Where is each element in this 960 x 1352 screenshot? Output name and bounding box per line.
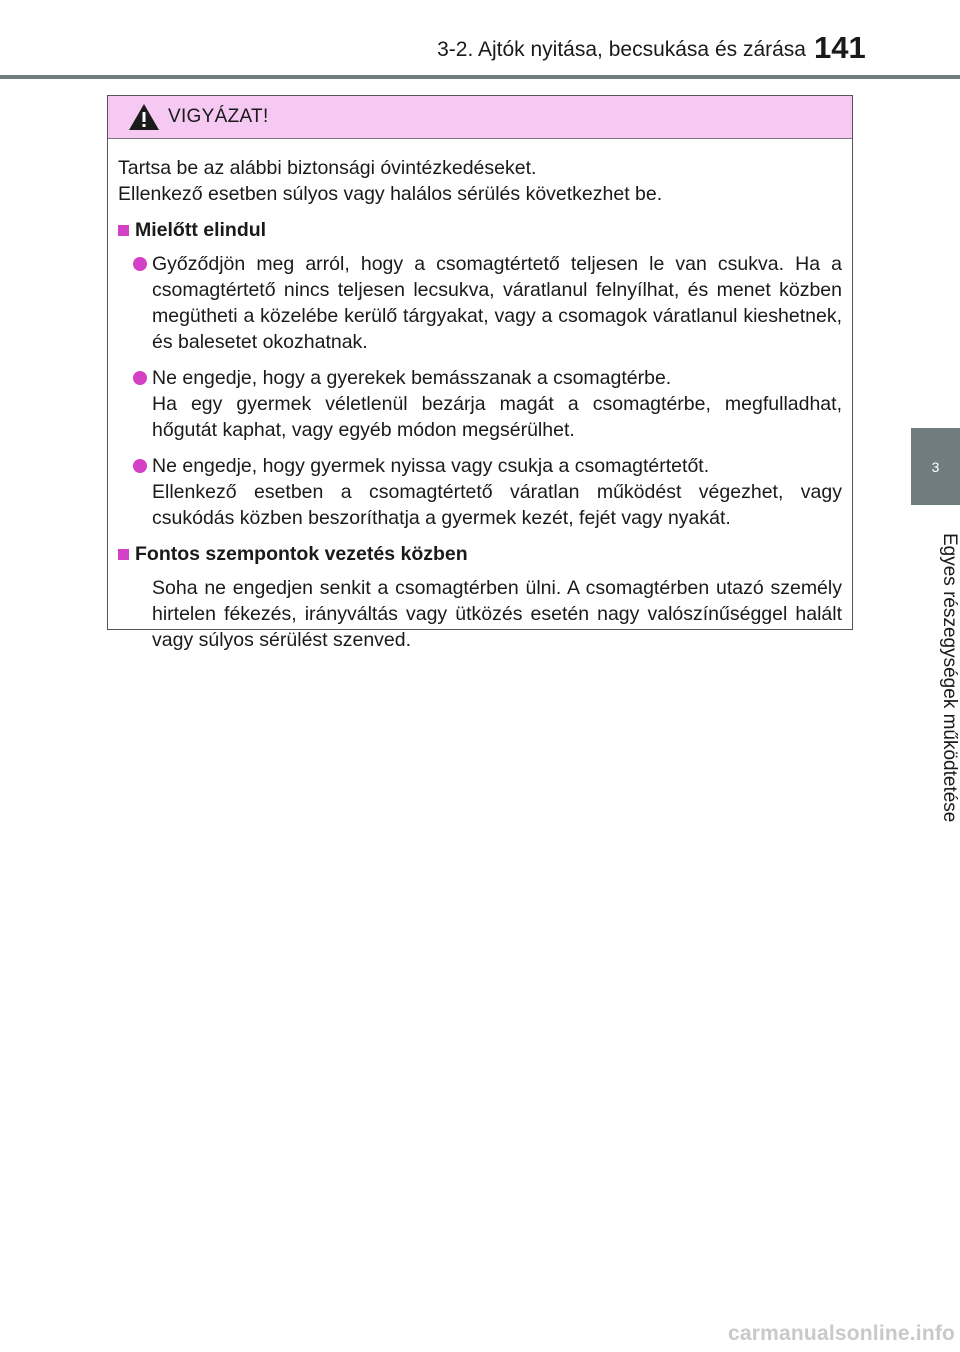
page-number: 141	[814, 30, 866, 65]
warning-box	[107, 95, 853, 651]
section-heading	[118, 217, 842, 243]
section-heading-text: Fontos szempontok vezetés közben	[135, 543, 468, 565]
warning-title: VIGYÁZAT!	[168, 106, 269, 127]
bullet-text: Ne engedje, hogy a gyerekek bemásszanak a csomagtérbe. Ha egy gyermek véletlenül bezárja magát a csomagtérbe, megfulladhat, hőgutát kaphat, vagy egyéb módon megsérülhet.	[152, 367, 842, 441]
section-heading-text: Mielőtt elindul	[135, 219, 267, 241]
intro-line: Tartsa be az alábbi biztonsági óvintézkedéseket.	[118, 157, 537, 179]
square-bullet-icon	[118, 549, 129, 560]
warning-header	[108, 96, 852, 139]
warning-body	[108, 139, 852, 653]
bullet-text: Ne engedje, hogy gyermek nyissa vagy csukja a csomagtértetőt. Ellenkező esetben a csomagtértető váratlan működést végezhet, vagy csukódás közben beszoríthatja a gyermek kezét, fejét vagy nyakát.	[152, 455, 842, 529]
section-while-driving	[118, 541, 842, 653]
round-bullet-icon	[133, 371, 147, 385]
chapter-tab[interactable]	[911, 428, 960, 505]
chapter-number: 3	[931, 458, 940, 475]
round-bullet-icon	[133, 257, 147, 271]
chapter-label: Egyes részegységek működtetése	[939, 533, 960, 823]
warning-triangle-icon	[128, 103, 160, 131]
intro-line: Ellenkező esetben súlyos vagy halálos sérülés következhet be.	[118, 183, 663, 205]
section-before-driving	[118, 217, 842, 531]
section-heading	[118, 541, 842, 567]
section-paragraph: Soha ne engedjen senkit a csomagtérben ülni. A csomagtérben utazó személy hirtelen fékezés, irányváltás vagy ütközés esetén nagy valószínűséggel halált vagy súlyos sérülést szenved.	[152, 577, 842, 651]
warning-intro	[118, 155, 842, 207]
running-header: 3-2. Ajtók nyitása, becsukása és zárása	[437, 38, 806, 61]
round-bullet-icon	[133, 459, 147, 473]
watermark: carmanualsonline.info	[728, 1322, 956, 1345]
bullet-item	[118, 365, 842, 443]
bullet-text: Győződjön meg arról, hogy a csomagtértető teljesen le van csukva. Ha a csomagtértető nincs teljesen lecsukva, váratlanul felnyílhat, és menet közben megütheti a közelébe kerülő tárgyakat, vagy a csomagok váratlanul kieshetnek, és balesetet okozhatnak.	[152, 253, 842, 353]
bullet-item	[118, 251, 842, 355]
bullet-item	[118, 453, 842, 531]
header-rule	[0, 75, 960, 79]
square-bullet-icon	[118, 225, 129, 236]
